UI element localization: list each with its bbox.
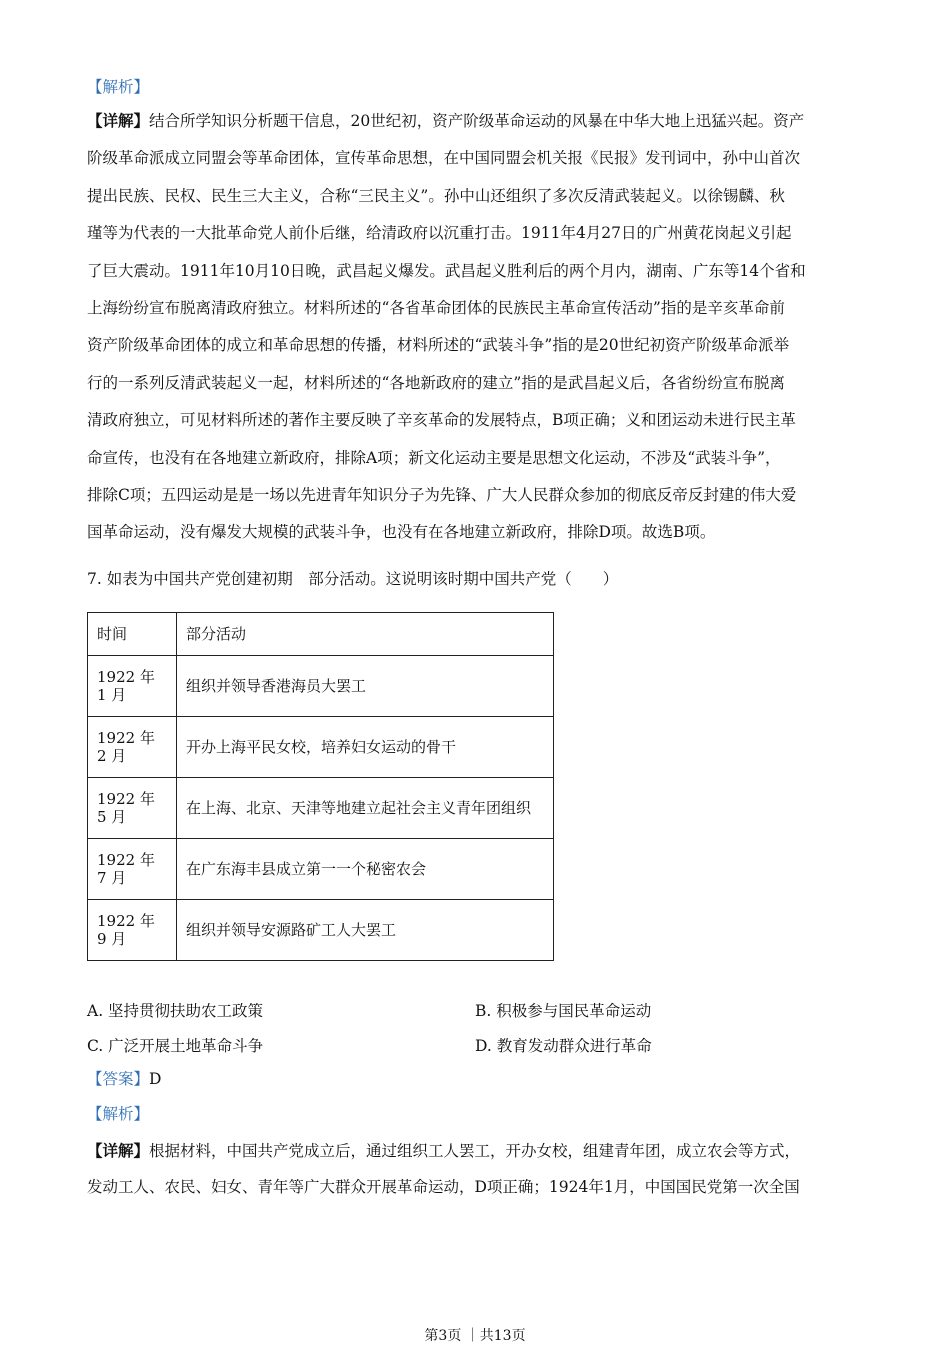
detail-line: 排除C项；五四运动是是一场以先进青年知识分子为先锋、广大人民群众参加的彻底反帝反封建的伟大爱 — [87, 486, 797, 504]
detail-line: 阶级革命派成立同盟会等革命团体，宣传革命思想，在中国同盟会机关报《民报》发刊词中，孙中山首次 — [87, 149, 801, 168]
detail-line: 资产阶级革命团体的成立和革命思想的传播，材料所述的“武装斗争”指的是20世纪初资产阶级革命派举 — [87, 336, 790, 355]
header-activity: 部分活动 — [177, 613, 554, 656]
table-row — [88, 839, 554, 900]
page-footer: 第3页 ｜共13页 — [424, 1328, 526, 1344]
header-time: 时间 — [88, 613, 177, 656]
question-7: 7. 如表为中国共产党创建初期 部分活动。这说明该时期中国共产党（ ） — [87, 570, 619, 588]
cell-time: 1922 年 2 月 — [88, 717, 177, 778]
cell-activity: 在上海、北京、天津等地建立起社会主义青年团组织 — [177, 778, 554, 839]
detail-line: 国革命运动，没有爆发大规模的武装斗争，也没有在各地建立新政府，排除D项。故选B项。 — [87, 523, 716, 542]
detail-line: 行的一系列反清武装起义一起，材料所述的“各地新政府的建立”指的是武昌起义后，各省纷纷宣布脱离 — [87, 373, 785, 392]
answer-line — [87, 1069, 161, 1089]
detail-line: 【详解】结合所学知识分析题干信息，20世纪初，资产阶级革命运动的风暴在中华大地上迅猛兴起。资产 — [87, 111, 805, 130]
cell-activity: 开办上海平民女校，培养妇女运动的骨干 — [177, 717, 554, 778]
detail-line: 上海纷纷宣布脱离清政府独立。材料所述的“各省革命团体的民族民主革命宣传活动”指的是辛亥革命前 — [87, 299, 785, 317]
detail-line: 瑾等为代表的一大批革命党人前仆后继，给清政府以沉重打击。1911年4月27日的广州黄花岗起义引起 — [87, 224, 792, 243]
detail-line: 发动工人、农民、妇女、青年等广大群众开展革命运动，D项正确；1924年1月，中国国民党第一次全国 — [87, 1178, 800, 1196]
analysis-label-2: 【解析】 — [87, 1105, 150, 1123]
answer-label: 【答案】 — [87, 1070, 150, 1088]
table-row — [88, 656, 554, 717]
cell-time: 1922 年 5 月 — [88, 778, 177, 839]
detail-line: 了巨大震动。1911年10月10日晚，武昌起义爆发。武昌起义胜利后的两个月内，湖南、广东等14个省和 — [87, 261, 806, 280]
detail-line: 命宣传，也没有在各地建立新政府，排除A项；新文化运动主要是思想文化运动，不涉及“武装斗争”， — [87, 448, 781, 467]
cell-activity: 组织并领导香港海员大罢工 — [177, 656, 554, 717]
option-b: B. 积极参与国民革命运动 — [475, 1002, 652, 1020]
option-a: A. 坚持贯彻扶助农工政策 — [87, 1002, 264, 1020]
detail-label: 【详解】 — [87, 111, 150, 130]
table-row — [88, 778, 554, 839]
detail-line: 提出民族、民权、民生三大主义，合称“三民主义”。孙中山还组织了多次反清武装起义。以徐锡麟、秋 — [87, 186, 785, 205]
cell-time: 1922 年 1 月 — [88, 656, 177, 717]
cell-activity: 组织并领导安源路矿工人大罢工 — [177, 900, 554, 961]
detail-label: 【详解】 — [87, 1141, 150, 1160]
answer-value: D — [149, 1070, 162, 1088]
cell-time: 1922 年 9 月 — [88, 900, 177, 961]
analysis-label: 【解析】 — [87, 78, 150, 96]
table-row — [88, 900, 554, 961]
detail-line: 清政府独立，可见材料所述的著作主要反映了辛亥革命的发展特点，B项正确；义和团运动未进行民主革 — [87, 411, 796, 430]
option-c: C. 广泛开展土地革命斗争 — [87, 1037, 264, 1055]
activities-table — [87, 612, 554, 961]
cell-time: 1922 年 7 月 — [88, 839, 177, 900]
table-row — [88, 717, 554, 778]
option-d: D. 教育发动群众进行革命 — [475, 1037, 652, 1055]
cell-activity: 在广东海丰县成立第一一个秘密农会 — [177, 839, 554, 900]
table-header-row — [88, 613, 554, 656]
detail-line: 【详解】根据材料，中国共产党成立后，通过组织工人罢工，开办女校，组建青年团，成立农会等方式， — [87, 1141, 801, 1160]
